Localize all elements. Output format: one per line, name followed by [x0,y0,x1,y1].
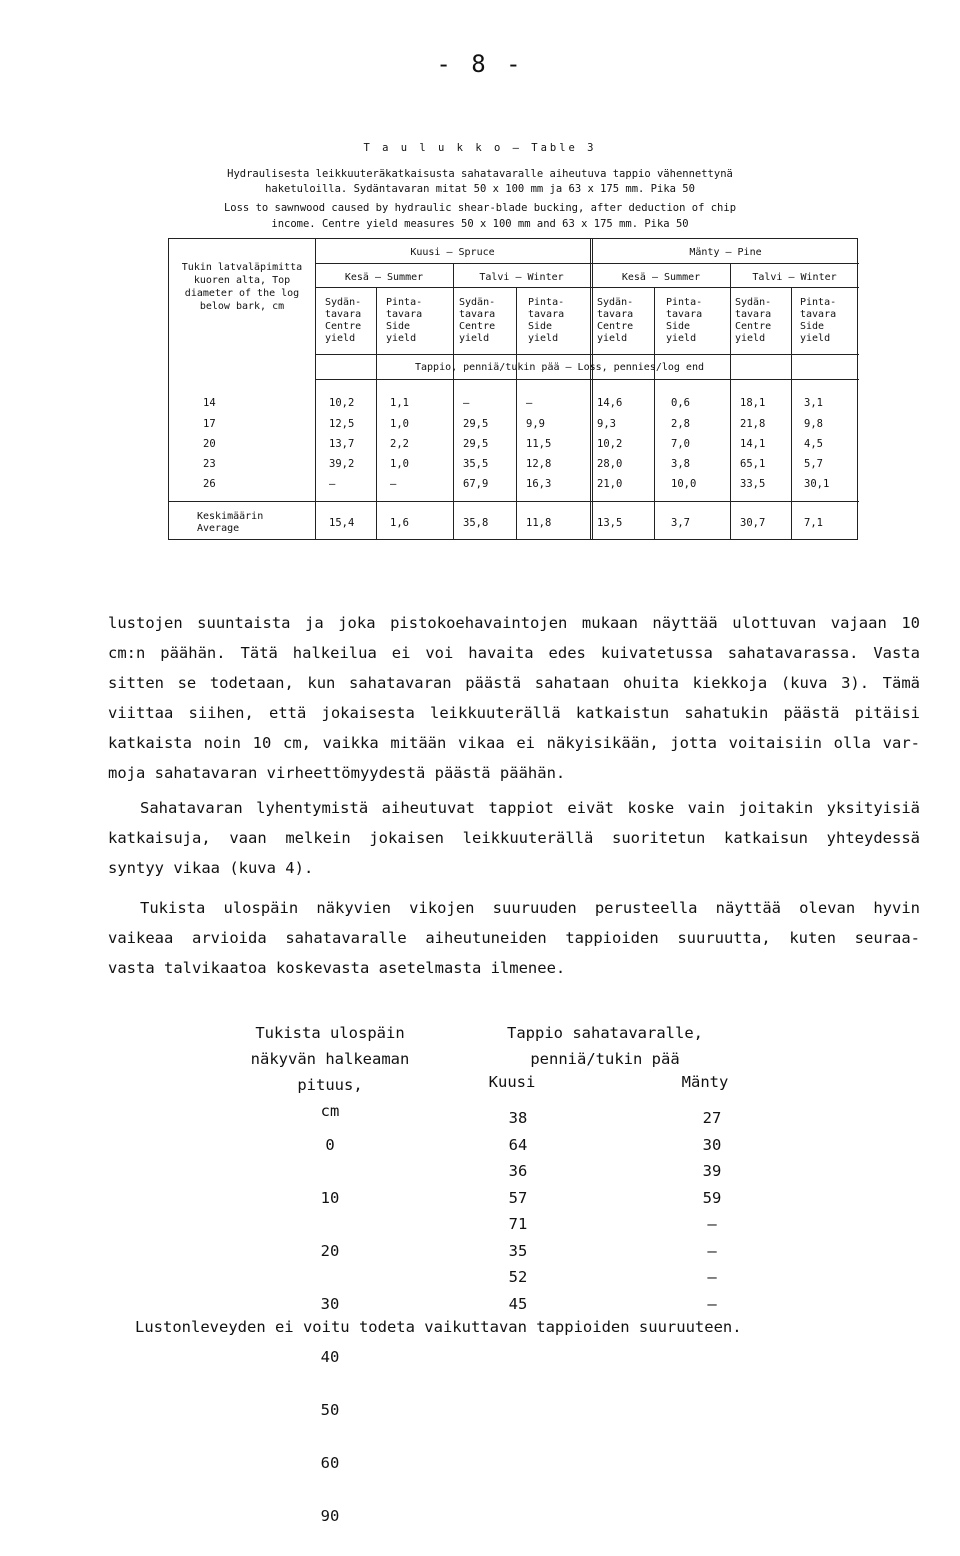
pine-winter-header: Talvi — Winter [752,272,837,283]
spruce-loss-cell: 71 [508,1215,528,1233]
diameter-cell: 26 [203,478,216,490]
value-cell: — [463,397,470,409]
diameter-cell: 14 [203,397,216,409]
length-cell: 60 [320,1453,340,1472]
caption-en-2: income. Centre yield measures 50 x 100 mm and 63 x 175 mm. Pika 50 [271,218,689,230]
value-cell: 12,5 [329,418,355,430]
text-line: katkaista noin 10 cm, vaikka mitään vikaa ei näkyisikään, jotta voitaisiin olla var- [108,734,920,752]
value-cell: — [329,478,336,490]
value-cell: 13,7 [329,438,355,450]
value-cell: 39,2 [329,458,355,470]
value-cell: 65,1 [740,458,766,470]
side-yield-header: Pinta- tavara Side yield [800,297,837,344]
value-cell: 18,1 [740,397,766,409]
average-cell: 15,4 [329,517,355,529]
value-cell: 2,8 [671,418,690,430]
loss-unit-label: Tappio, penniä/tukin pää — Loss, pennies/log end [415,362,704,373]
value-cell: 21,8 [740,418,766,430]
value-cell: 10,2 [597,438,623,450]
text-line: moja sahatavaran virheettömyydestä päästä päähän. [108,764,566,782]
pine-loss-cell: 27 [702,1109,722,1127]
value-cell: 29,5 [463,438,489,450]
average-label: Keskimäärin Average [197,511,264,534]
value-cell: 16,3 [526,478,552,490]
average-cell: 11,8 [526,517,552,529]
value-cell: 9,8 [804,418,823,430]
side-yield-header: Pinta- tavara Side yield [666,297,703,344]
text-line: katkaisuja, vaan melkein jokaisen leikkuuterällä suoritetun katkaisun yhteydessä [108,829,920,847]
average-cell: 3,7 [671,517,690,529]
value-cell: 10,2 [329,397,355,409]
spruce-column-header: Kuusi [488,1073,536,1091]
diameter-cell: 17 [203,418,216,430]
diameter-header: Tukin latvaläpimitta kuoren alta, Top diameter of the log below bark, cm [181,262,303,312]
closing-sentence: Lustonleveyden ei voitu todeta vaikuttavan tappioiden suuruuteen. [135,1318,742,1336]
diameter-cell: 20 [203,438,216,450]
spruce-loss-cell: 38 [508,1109,528,1127]
caption-en-1: Loss to sawnwood caused by hydraulic shear-blade bucking, after deduction of chip [223,202,737,214]
text-line: lustojen suuntaista ja joka pistokoehavaintojen mukaan näyttää ulottuvan vajaan 10 [108,614,920,632]
crack-length-header: Tukista ulospäin näkyvän halkeaman pituus, cm [250,1024,410,1120]
text-line: vasta talvikaatoa koskevasta asetelmasta ilmenee. [108,959,566,977]
value-cell: 9,3 [597,418,616,430]
value-cell: 1,0 [390,458,409,470]
value-cell: 2,2 [390,438,409,450]
text-line: vaikeaa arvioida sahatavaralle aiheutuneiden tappioiden suuruutta, kuten seuraa- [108,929,920,947]
pine-loss-cell: — [707,1215,717,1233]
spruce-column [478,1105,558,1317]
value-cell: 3,8 [671,458,690,470]
pine-loss-cell: — [707,1268,717,1286]
average-cell: 30,7 [740,517,766,529]
spruce-loss-cell: 64 [508,1135,528,1154]
spruce-loss-cell: 57 [508,1188,528,1207]
length-cell: 50 [320,1400,340,1419]
length-cell: 30 [320,1294,340,1313]
spruce-winter-header: Talvi — Winter [479,272,564,283]
average-cell: 7,1 [804,517,823,529]
value-cell: 9,9 [526,418,545,430]
spruce-loss-cell: 52 [508,1268,528,1286]
value-cell: 4,5 [804,438,823,450]
spruce-loss-cell: 36 [508,1162,528,1180]
value-cell: 30,1 [804,478,830,490]
text-line: viittaa siihen, että jokaisesta leikkuuterällä katkaistun sahatukin päästä pitäisi [108,704,920,722]
caption-fi-1: Hydraulisesta leikkuuteräkatkaisusta sahatavaralle aiheutuva tappio vähennettynä [227,168,733,180]
loss-header: Tappio sahatavaralle, penniä/tukin pää [507,1024,703,1068]
diameter-cell: 23 [203,458,216,470]
pine-loss-cell: 59 [702,1188,722,1207]
side-yield-header: Pinta- tavara Side yield [386,297,423,344]
pine-header: Mänty — Pine [689,247,762,258]
caption-fi-2: haketuloilla. Sydäntavaran mitat 50 x 100 mm ja 63 x 175 mm. Pika 50 [265,183,695,195]
centre-yield-header: Sydän- tavara Centre yield [597,297,634,344]
text-line: sitten se todetaan, kun sahatavaran päästä sahataan ohuita kiekkoja (kuva 3). Tämä [108,674,920,692]
value-cell: 29,5 [463,418,489,430]
pine-loss-cell: 39 [702,1162,722,1180]
pine-column-header: Mänty [681,1073,729,1091]
spruce-summer-header: Kesä — Summer [344,272,424,283]
spruce-loss-cell: 35 [508,1241,528,1260]
value-cell: 5,7 [804,458,823,470]
value-cell: 35,5 [463,458,489,470]
centre-yield-header: Sydän- tavara Centre yield [459,297,496,344]
side-yield-header: Pinta- tavara Side yield [528,297,565,344]
value-cell: 7,0 [671,438,690,450]
value-cell: 1,1 [390,397,409,409]
value-cell: 28,0 [597,458,623,470]
pine-loss-cell: — [707,1294,717,1313]
value-cell: 14,1 [740,438,766,450]
value-cell: 3,1 [804,397,823,409]
length-cell: 90 [320,1506,340,1525]
value-cell: 21,0 [597,478,623,490]
length-cell: 40 [320,1347,340,1366]
value-cell: 11,5 [526,438,552,450]
spruce-loss-cell: 45 [508,1294,528,1313]
value-cell: 12,8 [526,458,552,470]
pine-column [672,1105,752,1317]
spruce-header: Kuusi — Spruce [410,247,495,258]
length-cell: 20 [320,1241,340,1260]
centre-yield-header: Sydän- tavara Centre yield [325,297,362,344]
length-cell: 10 [320,1188,340,1207]
pine-loss-cell: — [707,1241,717,1260]
length-cell: 0 [325,1135,335,1154]
value-cell: 10,0 [671,478,697,490]
value-cell: 67,9 [463,478,489,490]
text-line: syntyy vikaa (kuva 4). [108,859,314,877]
average-cell: 13,5 [597,517,623,529]
table-title: T a u l u k k o — Table 3 [363,142,597,154]
average-cell: 1,6 [390,517,409,529]
value-cell: 14,6 [597,397,623,409]
pine-loss-cell: 30 [702,1135,722,1154]
value-cell: — [526,397,533,409]
page-number: - 8 - [436,50,524,78]
text-line: Sahatavaran lyhentymistä aiheutuvat tappiot eivät koske vain joitakin yksityisiä [140,799,920,817]
centre-yield-header: Sydän- tavara Centre yield [735,297,772,344]
value-cell: — [390,478,397,490]
pine-summer-header: Kesä — Summer [621,272,701,283]
text-line: cm:n päähän. Tätä halkeilua ei voi havaita edes kuivatetussa sahatavarassa. Vasta [108,644,920,662]
value-cell: 33,5 [740,478,766,490]
text-line: Tukista ulospäin näkyvien vikojen suuruuden perusteella näyttää olevan hyvin [140,899,920,917]
value-cell: 0,6 [671,397,690,409]
average-cell: 35,8 [463,517,489,529]
value-cell: 1,0 [390,418,409,430]
